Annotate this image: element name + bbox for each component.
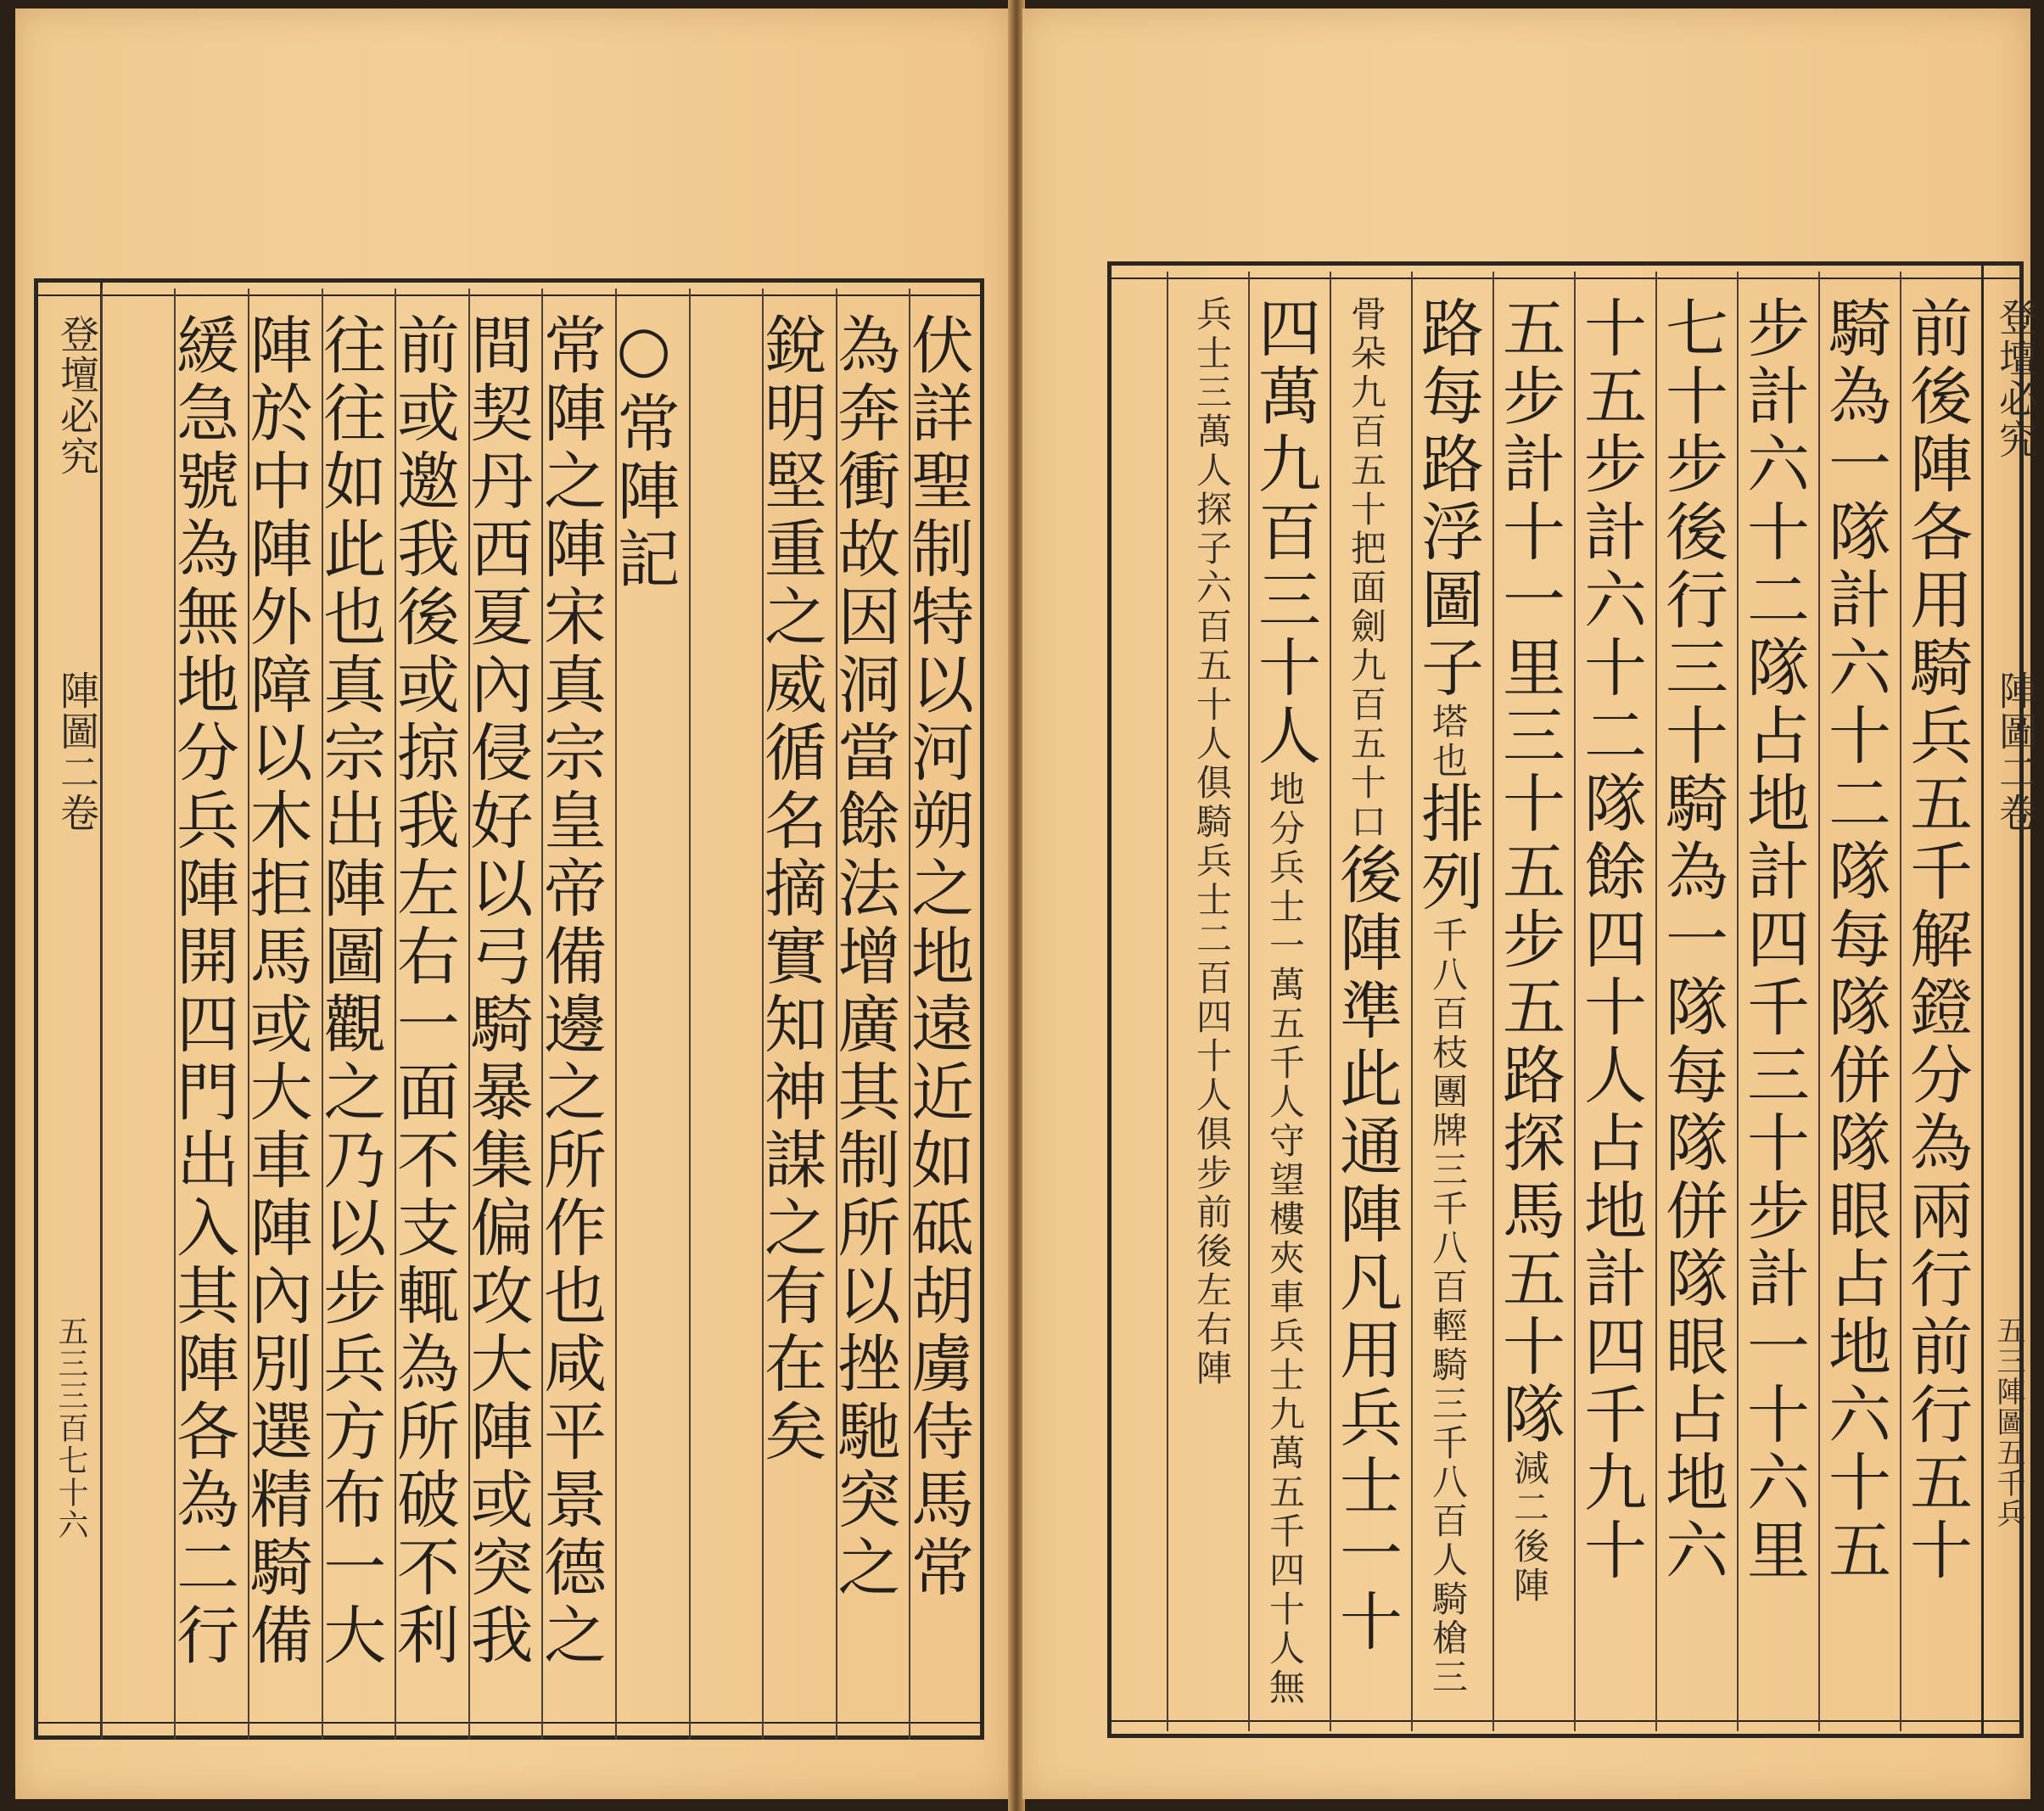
column-main-text: 路每路浮圖子 — [1411, 295, 1484, 703]
text-column: 伏詳聖制特以河朔之地遠近如砥胡虜侍馬常 — [909, 289, 983, 1740]
column-main-text: 後陣準此通陣凡用兵士一十 — [1330, 842, 1403, 1657]
text-column — [1167, 272, 1248, 1731]
interlinear-note — [1504, 1449, 1554, 1606]
interlinear-note — [1186, 295, 1237, 1388]
note-line: 兵士二百四十人俱步前後左右陣 — [1191, 842, 1233, 1388]
note-line: 後陣 — [1509, 1528, 1550, 1606]
note-line: 塔也 — [1427, 703, 1469, 781]
note-line: 兵士三萬人探子六百五十人俱騎 — [1191, 295, 1233, 842]
note-line: 千八百枝團牌三千八百 — [1427, 917, 1469, 1307]
text-column — [1411, 272, 1492, 1731]
text-column: 步計六十二隊占地計四千三十步計一十六里 — [1737, 272, 1818, 1731]
left-page — [15, 8, 1010, 1799]
section-heading: ○常陣記 — [615, 289, 689, 1740]
left-edge-folio: 五三三百七十六 — [53, 1315, 88, 1541]
text-column: 騎為一隊計六十二隊每隊併隊眼占地六十五 — [1818, 272, 1900, 1731]
column-main-text: 五步計十一里三十五步五路探馬五十隊 — [1492, 295, 1565, 1449]
text-column — [1248, 272, 1330, 1731]
text-column: 前後陣各用騎兵五千解鐙分為兩行前行五十 — [1900, 272, 1981, 1731]
right-edge-volume: 陣圖二卷 — [1993, 670, 2039, 833]
note-line: 減二 — [1509, 1449, 1550, 1528]
left-edge-title: 登壇必究 — [54, 314, 100, 477]
note-line: 面劍九百五十口 — [1346, 569, 1387, 842]
note-line: 夾車兵士九萬五千四十人無 — [1264, 1239, 1306, 1707]
right-edge-title: 登壇必究 — [1993, 297, 2039, 460]
text-column: 緩急號為無地分兵陣開四門出入其陣各為二行 — [174, 289, 248, 1740]
text-column: 前或邀我後或掠我左右一面不支輒為所破不利 — [395, 289, 468, 1740]
text-column: 間契丹西夏內侵好以弓騎暴集偏攻大陣或突我 — [468, 289, 542, 1740]
note-line: 骨朵九百五十把 — [1346, 295, 1387, 569]
note-line: 地分兵士一萬五千人守望樓 — [1264, 771, 1306, 1239]
text-column: 陣於中陣外障以木拒馬或大車陣內別選精騎備 — [248, 289, 322, 1740]
right-text-columns — [1107, 272, 1981, 1731]
right-edge-folio: 五三陣圖五千兵 — [1991, 1315, 2025, 1529]
interlinear-note — [1259, 771, 1310, 1707]
right-page — [1022, 8, 2039, 1799]
interlinear-note — [1422, 703, 1473, 781]
left-edge-volume: 陣圖二卷 — [54, 670, 100, 833]
text-column: 銳明堅重之威循名摘實知神謀之有在矣 — [762, 289, 836, 1740]
column-main-text: 排列 — [1411, 781, 1484, 917]
text-column: 十五步計六十二隊餘四十人占地計四千九十 — [1574, 272, 1655, 1731]
text-column — [1330, 272, 1411, 1731]
column-main-text: 四萬九百三十人 — [1248, 295, 1321, 771]
text-column: 往往如此也真宗出陣圖觀之乃以步兵方布一大 — [322, 289, 395, 1740]
text-column — [1492, 272, 1574, 1731]
text-column: 常陣之陣宋真宗皇帝備邊之所作也咸平景德之 — [541, 289, 615, 1740]
interlinear-note — [1341, 295, 1392, 842]
left-text-columns — [100, 289, 983, 1740]
interlinear-note — [1422, 917, 1473, 1697]
text-column: 為奔衝故因洞當餘法增廣其制所以挫馳突之 — [836, 289, 910, 1740]
note-line: 輕騎三千八百人騎槍三 — [1427, 1307, 1469, 1697]
text-column: 七十步後行三十騎為一隊每隊併隊眼占地六 — [1655, 272, 1737, 1731]
